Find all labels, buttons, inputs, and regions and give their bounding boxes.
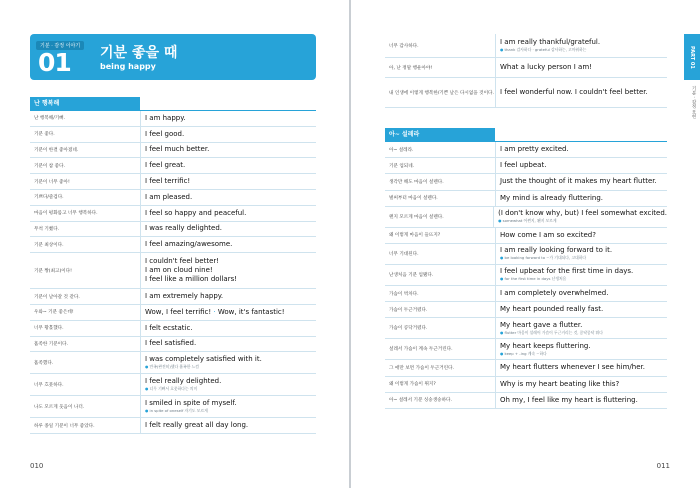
phrase-row [385,244,667,265]
english-text: My heart pounded really fast. [500,305,604,314]
phrase-row [385,318,667,339]
english-phrase [140,374,316,395]
phrase-row [385,228,667,244]
english-phrase [495,34,667,57]
english-phrase [140,396,316,417]
vocab-note: ● thank 감사하다 · grateful 감사하는, 고마워하는 [500,47,587,52]
english-phrase [495,302,667,317]
english-phrase [495,78,667,107]
english-phrase [140,127,316,142]
english-text: I am extremely happy. [145,292,224,301]
phrase-row [385,265,667,286]
left-page [0,0,349,488]
english-text: Why is my heart beating like this? [500,379,620,388]
phrase-row [30,418,316,434]
korean-phrase: 아, 난 정말 행운아야! [389,65,433,71]
phrase-row [385,58,667,78]
korean-phrase: 하루 종일 기분이 너무 좋았다. [34,423,95,429]
page-number: 011 [656,462,670,470]
english-text: I felt ecstatic. [145,323,193,332]
english-phrase [495,318,667,338]
english-text: Just the thought of it makes my heart flutter. [500,177,657,186]
english-text: Wow, I feel terrific! [145,307,212,316]
english-phrase [140,143,316,158]
vocab-note: ● for the first time in days 난생처음 [500,276,567,282]
english-text: I feel great. [145,161,186,170]
korean-phrase: 흡족했다. [34,360,54,366]
phrase-row [30,143,316,159]
vocab-note: ● in spite of oneself 자기도 모르게 [145,408,208,414]
korean-phrase: 기분이 날아갈 것 같다. [34,294,80,300]
korean-phrase: 난생처음 기분 업됐다. [389,272,434,278]
english-phrase [495,339,667,359]
english-phrase [495,228,667,243]
english-text: I feel upbeat for the first time in days. [500,267,634,276]
english-phrase [140,174,316,189]
english-text: I am really looking forward to it. [500,246,613,255]
korean-phrase: 기분 최상이다. [34,242,64,248]
english-phrase [140,237,316,252]
part-subtitle: 기분 · 감정 표현 [691,86,696,119]
phrase-row [30,111,316,127]
english-phrase [495,360,667,375]
english-phrase [495,393,667,408]
english-text: Oh my, I feel like my heart is fluttering. [500,395,638,404]
english-text: My heart gave a flutter. [500,320,583,329]
korean-phrase: 생각만 해도 마음이 설렌다. [389,179,444,185]
phrase-row [385,377,667,393]
english-phrase [495,265,667,285]
korean-phrase: 기분이 너무 좋아! [34,179,70,185]
section-header [30,97,316,111]
english-phrase [140,253,316,288]
vocab-note: ● 만족(완전히)했다 흡족한 느낌 [145,364,199,370]
english-phrase [495,244,667,264]
english-text: I am completely overwhelmed. [500,289,609,298]
section-label: 아~ 설레라 [385,128,495,142]
korean-phrase: 기쁘다/즐겁다. [34,195,64,201]
phrase-row [30,396,316,418]
chapter-title: 기분 좋을 때 [100,45,178,61]
phrase-rows [30,111,316,434]
english-text: I feel wonderful now. I couldn't feel better. [500,88,648,96]
korean-phrase: 내 인생에 이렇게 행복한/기쁜 날은 다시없을 것이다. [389,90,494,96]
right-page [351,0,700,488]
korean-phrase: 왜 이렇게 가슴이 뛰지? [389,382,436,388]
phrase-rows [385,142,667,409]
english-phrase [495,286,667,301]
english-text: I feel upbeat. [500,161,547,170]
english-phrase [140,418,316,433]
english-text: How come I am so excited? [500,230,596,239]
korean-phrase: 기분 짱(최고)이다! [34,268,72,274]
phrase-row [30,253,316,289]
korean-phrase: 왜 이렇게 마음이 들뜨지? [389,233,441,239]
phrase-row [385,78,667,108]
english-phrase [495,174,667,189]
phrase-row [30,305,316,321]
english-phrase [140,337,316,352]
phrase-table-excited [385,128,667,409]
phrase-table-thanks [385,34,667,108]
english-text: I feel like a million dollars! [145,275,238,284]
phrase-table-happy [30,97,316,434]
english-phrase [493,207,667,227]
phrase-row [385,34,667,58]
english-text: My mind is already fluttering. [500,193,604,202]
phrase-row [30,337,316,353]
english-phrase [140,111,316,126]
english-text: I couldn't feel better! [145,257,220,266]
phrase-row [385,174,667,190]
english-text: I am pleased. [145,192,193,201]
english-text: What a lucky person I am! [500,63,592,71]
section-header [385,128,667,142]
phrase-row [385,191,667,207]
phrase-rows [385,34,667,108]
vocab-note: ● somewhat 어쩐지, 왠지 모르게 [498,218,557,224]
english-phrase [495,142,667,157]
english-phrase [140,352,316,373]
korean-phrase: 무척 기뻤다. [34,226,60,232]
section-label: 난 행복해 [30,97,140,111]
english-text: I feel good. [145,129,185,138]
english-text: I feel so happy and peaceful. [145,208,247,217]
korean-phrase: 아~ 설레서 기분 싱숭생숭하다. [389,398,452,404]
english-text: I feel satisfied. [145,339,197,348]
phrase-row [30,374,316,396]
korean-phrase: 기분이 한결 좋아졌네. [34,147,79,153]
chapter-subtitle: being happy [100,62,156,71]
phrase-row [385,302,667,318]
english-line [145,308,316,317]
english-text: My heart flutters whenever I see him/her. [500,363,645,372]
phrase-row [385,158,667,174]
part-tab: PART 01 [684,34,700,80]
english-text: I felt really great all day long. [145,421,249,430]
english-text: I feel much better. [145,145,210,154]
vocab-note: ● be looking forward to ~가 기대되다, 고대하다 [500,255,587,261]
phrase-row [30,222,316,238]
english-phrase [140,289,316,304]
english-text: (I don't know why, but) I feel somewhat excited. [498,209,667,218]
english-text: I was completely satisfied with it. [145,355,262,364]
phrase-row [30,289,316,305]
korean-phrase: 너무 황홀했다. [34,326,64,332]
english-phrase [140,206,316,221]
phrase-row [30,174,316,190]
english-text: Wow, it's fantastic! [217,307,285,316]
korean-phrase: 흡족한 기분이다. [34,341,68,347]
korean-phrase: 난 행복해/기뻐. [34,116,66,122]
phrase-row [30,237,316,253]
phrase-row [385,360,667,376]
korean-phrase: 설레서 가슴이 계속 두근거린다. [389,347,453,353]
english-text: I feel terrific! [145,177,191,186]
korean-phrase: 너무 흐뭇하다. [34,382,64,388]
korean-phrase: 너무 감사하다. [389,43,419,49]
english-phrase [140,190,316,205]
separator: · [211,307,218,316]
korean-phrase: 가슴이 벅차다. [389,291,419,297]
korean-phrase: 우와~ 기분 좋은데! [34,310,74,316]
korean-phrase: 너무 기대된다. [389,251,419,257]
phrase-row [30,206,316,222]
korean-phrase: 가슴이 콩닥거렸다. [389,326,428,332]
english-phrase [140,305,316,320]
english-text: I smiled in spite of myself. [145,399,237,408]
korean-phrase: 벌써부터 마음이 설렌다. [389,196,438,202]
english-text: I am pretty excited. [500,145,569,154]
english-phrase [140,158,316,173]
vocab-note: ● keep + -ing 계속 ~하다 [500,350,547,356]
phrase-row [30,158,316,174]
korean-phrase: 마음이 평화롭고 너무 행복하다. [34,211,98,217]
english-text: I feel amazing/awesome. [145,240,233,249]
vocab-note: ● 너무 기뻐서 흐뭇하다는 의미 [145,386,198,392]
phrase-row [30,127,316,143]
korean-phrase: 기분이 참 좋다. [34,163,66,169]
phrase-row [385,393,667,409]
phrase-row [385,142,667,158]
phrase-row [385,286,667,302]
english-text: I feel really delighted. [145,377,222,386]
english-text: I was really delighted. [145,224,222,233]
english-phrase [495,58,667,77]
korean-phrase: 가슴이 두근거렸다. [389,307,428,313]
korean-phrase: 기분 업되네. [389,163,415,169]
chapter-tag: 기분 · 감정 이야기 [36,41,84,50]
korean-phrase: 나도 모르게 웃음이 나더. [34,404,85,410]
chapter-number: 01 [38,48,71,77]
vocab-note: ● flutter 마음이 설레어 가슴이 두근거리는 것, 콩닥콩닥 뛰다 [500,329,603,335]
phrase-row [30,190,316,206]
english-phrase [140,321,316,336]
phrase-row [30,352,316,374]
phrase-row [30,321,316,337]
english-phrase [140,222,316,237]
page-number: 010 [30,462,44,470]
korean-phrase: 기분 좋다. [34,132,55,138]
korean-phrase: 아~ 설레라. [389,147,414,153]
english-text: I am happy. [145,113,186,122]
korean-phrase: 왠지 모르게 마음이 설렌다. [389,214,444,220]
english-phrase [495,158,667,173]
english-phrase [495,191,667,206]
english-text: My heart keeps fluttering. [500,341,591,350]
phrase-row [385,207,667,228]
korean-phrase: 그 애만 보면 가슴이 두근거린다. [389,365,454,371]
phrase-row [385,339,667,360]
english-phrase [495,377,667,392]
english-text: I am on cloud nine! [145,266,213,275]
english-text: I am really thankful/grateful. [500,38,601,46]
